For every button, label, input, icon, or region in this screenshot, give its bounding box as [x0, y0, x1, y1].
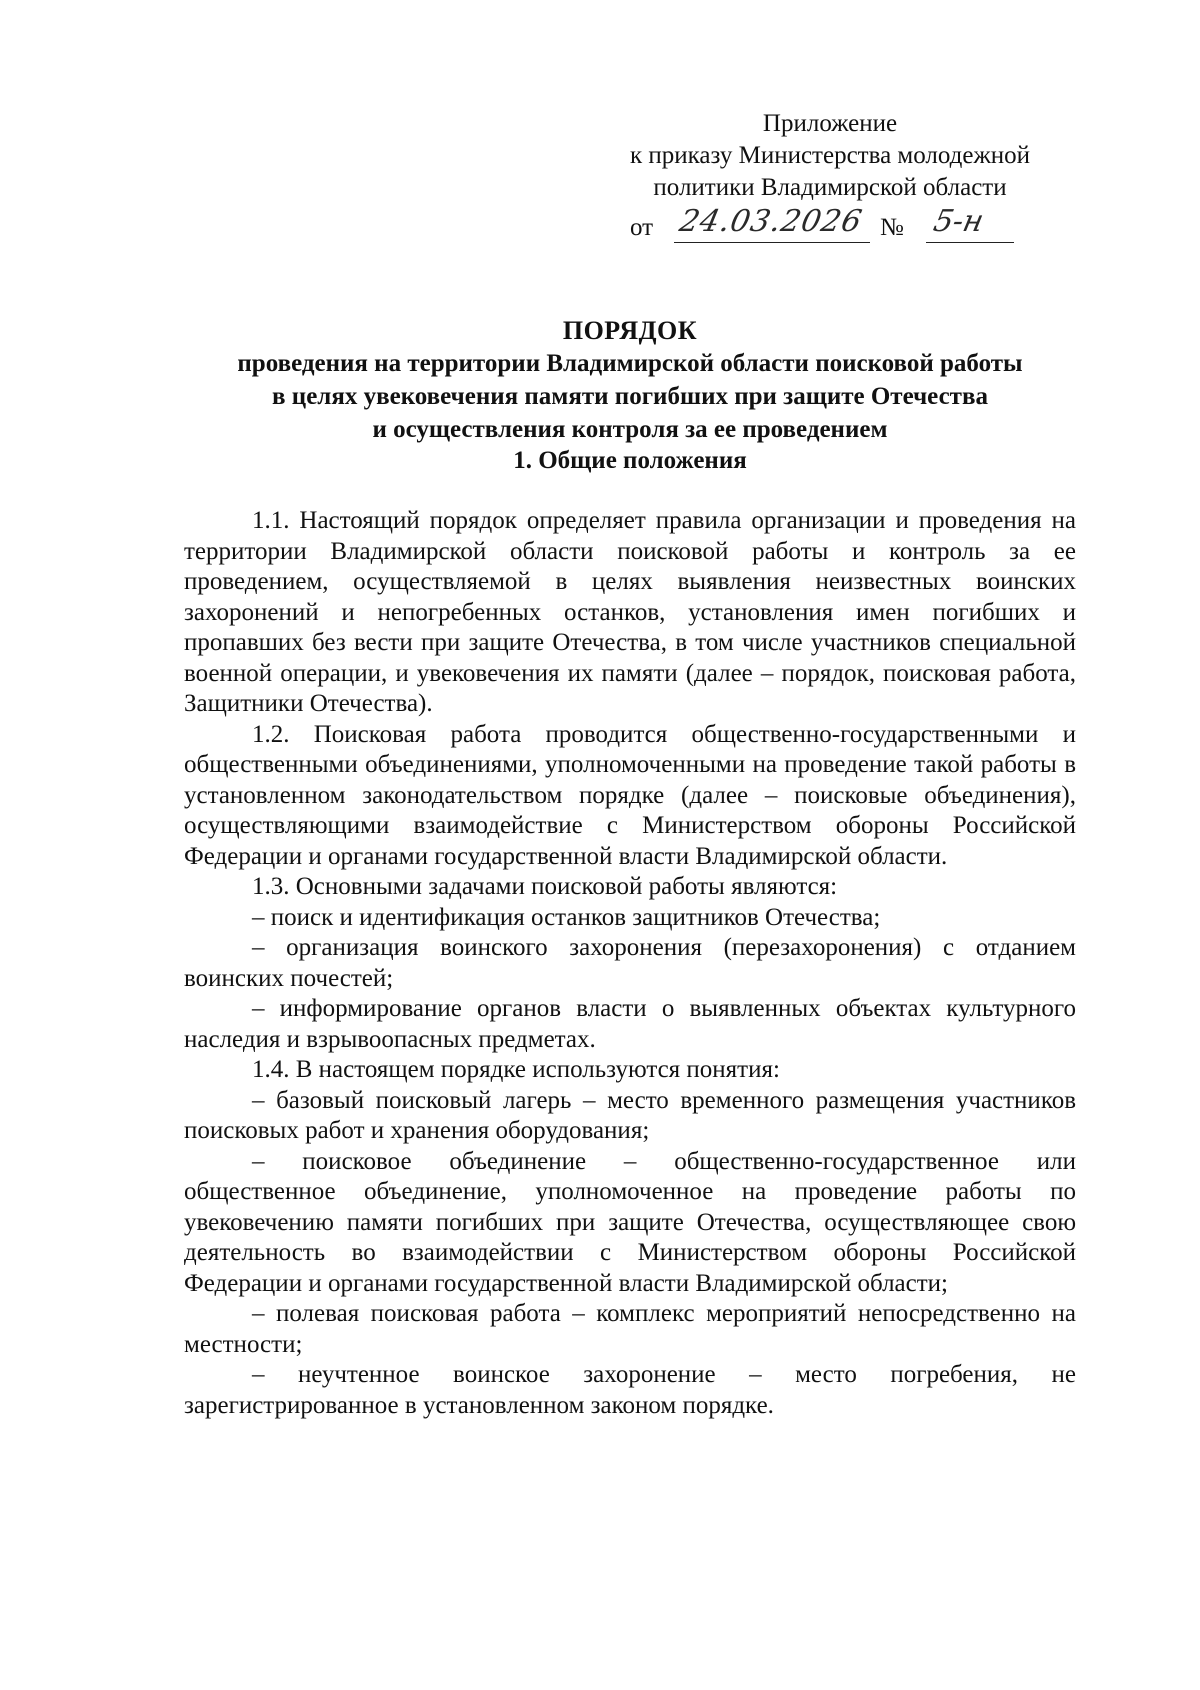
- list-item-term-2: – поисковое объединение – общественно-государственное или общественное объединение, уполномоченное на проведение работы по увековечению памяти погибших при защите Отечества, осуществляющее свою деятельность во взаимодействии с Министерством обороны Российской Федерации и органами государственной власти Владимирской области;: [184, 1147, 1076, 1297]
- list-item-task-1: – поиск и идентификация останков защитников Отечества;: [252, 903, 881, 931]
- date-underline: [674, 242, 870, 243]
- appendix-order-ref: к приказу Министерства молодежной: [629, 142, 1031, 169]
- title-main: ПОРЯДОК: [562, 316, 698, 345]
- number-sign-label: №: [880, 214, 904, 241]
- appendix-date-number-line: [580, 204, 1080, 248]
- section-heading: 1. Общие положения: [513, 447, 747, 474]
- paragraph-1-4: 1.4. В настоящем порядке используются понятия:: [252, 1056, 780, 1083]
- list-item-term-3: – полевая поисковая работа – комплекс мероприятий непосредственно на местности;: [184, 1300, 1076, 1358]
- handwritten-date: 24.03.2026: [676, 204, 866, 239]
- appendix-label: Приложение: [762, 110, 898, 137]
- paragraph-1-3: 1.3. Основными задачами поисковой работы являются:: [252, 873, 838, 900]
- list-item-term-4: – неучтенное воинское захоронение – место погребения, не зарегистрированное в установленном законом порядке.: [184, 1361, 1076, 1419]
- list-item-task-3: – информирование органов власти о выявленных объектах культурного наследия и взрывоопасных предметах.: [184, 995, 1076, 1053]
- section-body: [184, 506, 1076, 1421]
- list-item-task-2: – организация воинского захоронения (перезахоронения) с отданием воинских почестей;: [184, 934, 1076, 992]
- number-underline: [926, 242, 1014, 243]
- appendix-header: [580, 108, 1080, 248]
- paragraph-1-1: 1.1. Настоящий порядок определяет правила организации и проведения на территории Владимирской области поисковой работы и контроль за ее проведением, осуществляемой в целях выявления неизвестных воинских захоронений и непогребенных останков, установления имен погибших и пропавших без вести при защите Отечества, в том числе участников специальной военной операции, и увековечения их памяти (далее – порядок, поисковая работа, Защитники Отечества).: [184, 507, 1076, 717]
- document-title: [180, 314, 1080, 446]
- date-prefix-label: от: [630, 214, 654, 241]
- title-line-3: и осуществления контроля за ее проведением: [372, 416, 888, 443]
- paragraph-1-2: 1.2. Поисковая работа проводится общественно-государственными и общественными объединениями, уполномоченными на проведение такой работы в установленном законодательством порядке (далее – поисковые объединения), осуществляющими взаимодействие с Министерством обороны Российской Федерации и органами государственной власти Владимирской области.: [184, 720, 1076, 870]
- handwritten-number: 5-н: [930, 204, 987, 239]
- list-item-term-1: – базовый поисковый лагерь – место временного размещения участников поисковых работ и хранения оборудования;: [184, 1086, 1076, 1144]
- title-line-1: проведения на территории Владимирской области поисковой работы: [237, 350, 1023, 377]
- title-line-2: в целях увековечения памяти погибших при защите Отечества: [272, 383, 988, 410]
- appendix-ministry: политики Владимирской области: [653, 174, 1007, 201]
